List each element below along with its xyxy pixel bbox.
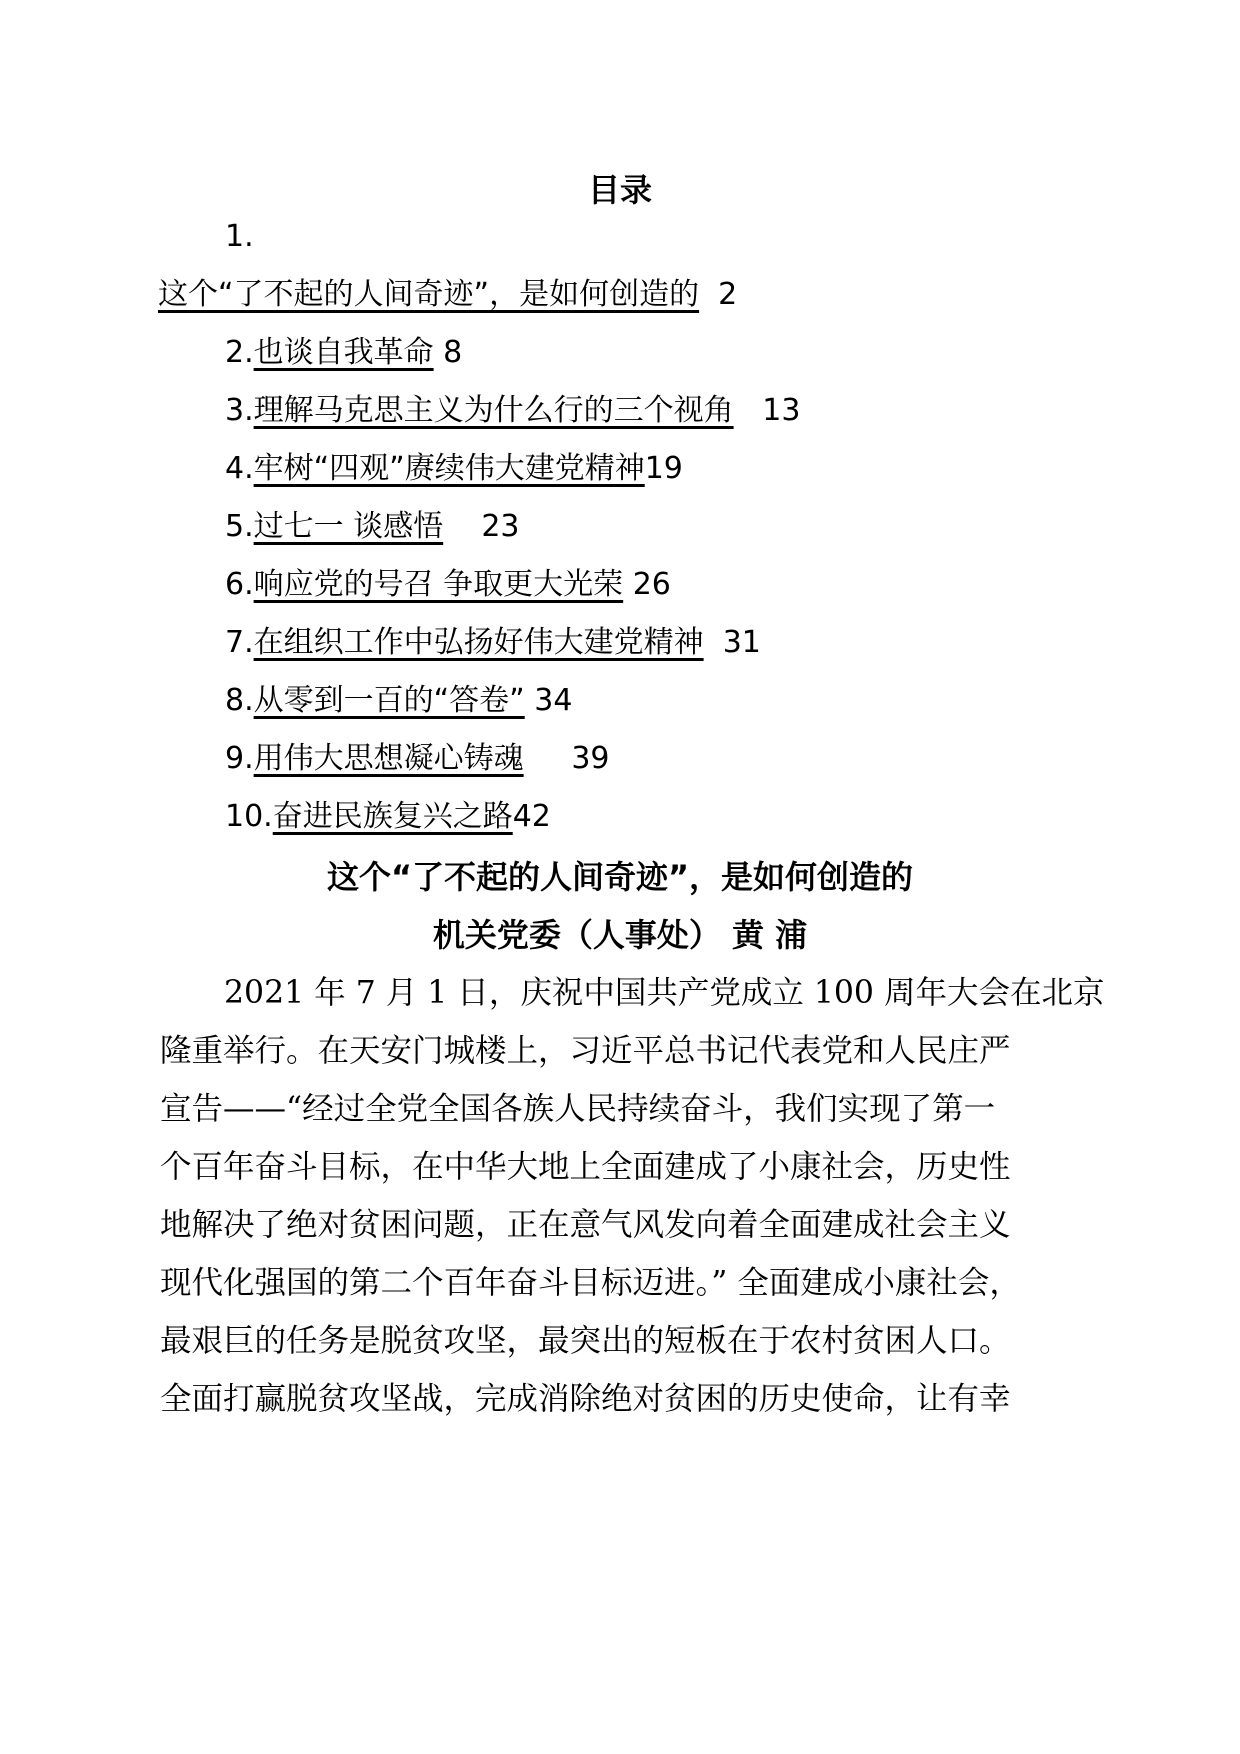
toc-item-page: 19 <box>644 451 683 486</box>
toc-item-link[interactable]: 用伟大思想凝心铸魂 <box>253 741 524 776</box>
toc-item-number: 3. <box>225 393 254 428</box>
toc-item-link[interactable]: 在组织工作中弘扬好伟大建党精神 <box>253 625 704 660</box>
toc-title: 目录 <box>587 171 652 209</box>
toc-item-6[interactable] <box>225 565 671 605</box>
toc-item-link[interactable]: 也谈自我革命 <box>253 335 434 370</box>
toc-item-10[interactable] <box>225 797 551 837</box>
article-author: 机关党委（人事处） 黄 浦 <box>432 916 808 954</box>
toc-item-link[interactable]: 响应党的号召 争取更大光荣 <box>253 567 624 602</box>
toc-item-page: 34 <box>534 683 573 718</box>
toc-item-page: 26 <box>632 567 671 602</box>
toc-item-2[interactable] <box>225 333 462 373</box>
toc-item-link[interactable]: 牢树“四观”赓续伟大建党精神 <box>253 451 645 486</box>
body-line: 最艰巨的任务是脱贫攻坚，最突出的短板在于农村贫困人口。 <box>160 1323 1011 1359</box>
toc-item-number: 4. <box>225 451 254 486</box>
toc-item-3[interactable] <box>225 391 800 431</box>
toc-item-page: 39 <box>571 741 610 776</box>
toc-item-number: 1. <box>225 219 254 254</box>
body-line: 2021 年 7 月 1 日，庆祝中国共产党成立 100 周年大会在北京 <box>224 975 1105 1011</box>
toc-item-8[interactable] <box>225 681 572 721</box>
article-title: 这个“了不起的人间奇迹”，是如何创造的 <box>326 858 914 896</box>
toc-item-page: 42 <box>512 799 551 834</box>
toc-item-1-number <box>225 217 254 257</box>
toc-item-4[interactable] <box>225 449 683 489</box>
body-line: 地解决了绝对贫困问题，正在意气风发向着全面建成社会主义 <box>160 1207 1011 1243</box>
toc-item-link[interactable]: 奋进民族复兴之路 <box>272 799 513 834</box>
toc-item-link[interactable]: 过七一 谈感悟 <box>253 509 444 544</box>
toc-item-number: 2. <box>225 335 254 370</box>
body-line: 现代化强国的第二个百年奋斗目标迈进。” 全面建成小康社会， <box>160 1265 1021 1301</box>
toc-item-page: 13 <box>762 393 801 428</box>
toc-item-page: 31 <box>722 625 761 660</box>
toc-item-number: 9. <box>225 741 254 776</box>
toc-item-number: 8. <box>225 683 254 718</box>
toc-item-1[interactable] <box>158 275 737 315</box>
toc-item-9[interactable] <box>225 739 610 779</box>
body-line: 全面打赢脱贫攻坚战，完成消除绝对贫困的历史使命，让有幸 <box>160 1381 1011 1417</box>
toc-item-page: 23 <box>481 509 520 544</box>
toc-item-number: 10. <box>225 799 273 834</box>
body-line: 个百年奋斗目标，在中华大地上全面建成了小康社会，历史性 <box>160 1149 1011 1185</box>
toc-item-page: 2 <box>718 277 738 312</box>
body-line: 宣告——“经过全党全国各族人民持续奋斗，我们实现了第一 <box>160 1091 996 1127</box>
toc-item-5[interactable] <box>225 507 520 547</box>
toc-item-link[interactable]: 从零到一百的“答卷” <box>253 683 525 718</box>
toc-item-link[interactable]: 理解马克思主义为什么行的三个视角 <box>253 393 734 428</box>
toc-item-number: 5. <box>225 509 254 544</box>
toc-item-7[interactable] <box>225 623 761 663</box>
body-line: 隆重举行。在天安门城楼上，习近平总书记代表党和人民庄严 <box>160 1033 1011 1069</box>
toc-item-number: 6. <box>225 567 254 602</box>
toc-item-link[interactable]: 这个“了不起的人间奇迹”，是如何创造的 <box>158 277 700 312</box>
toc-item-number: 7. <box>225 625 254 660</box>
toc-item-page: 8 <box>443 335 463 370</box>
